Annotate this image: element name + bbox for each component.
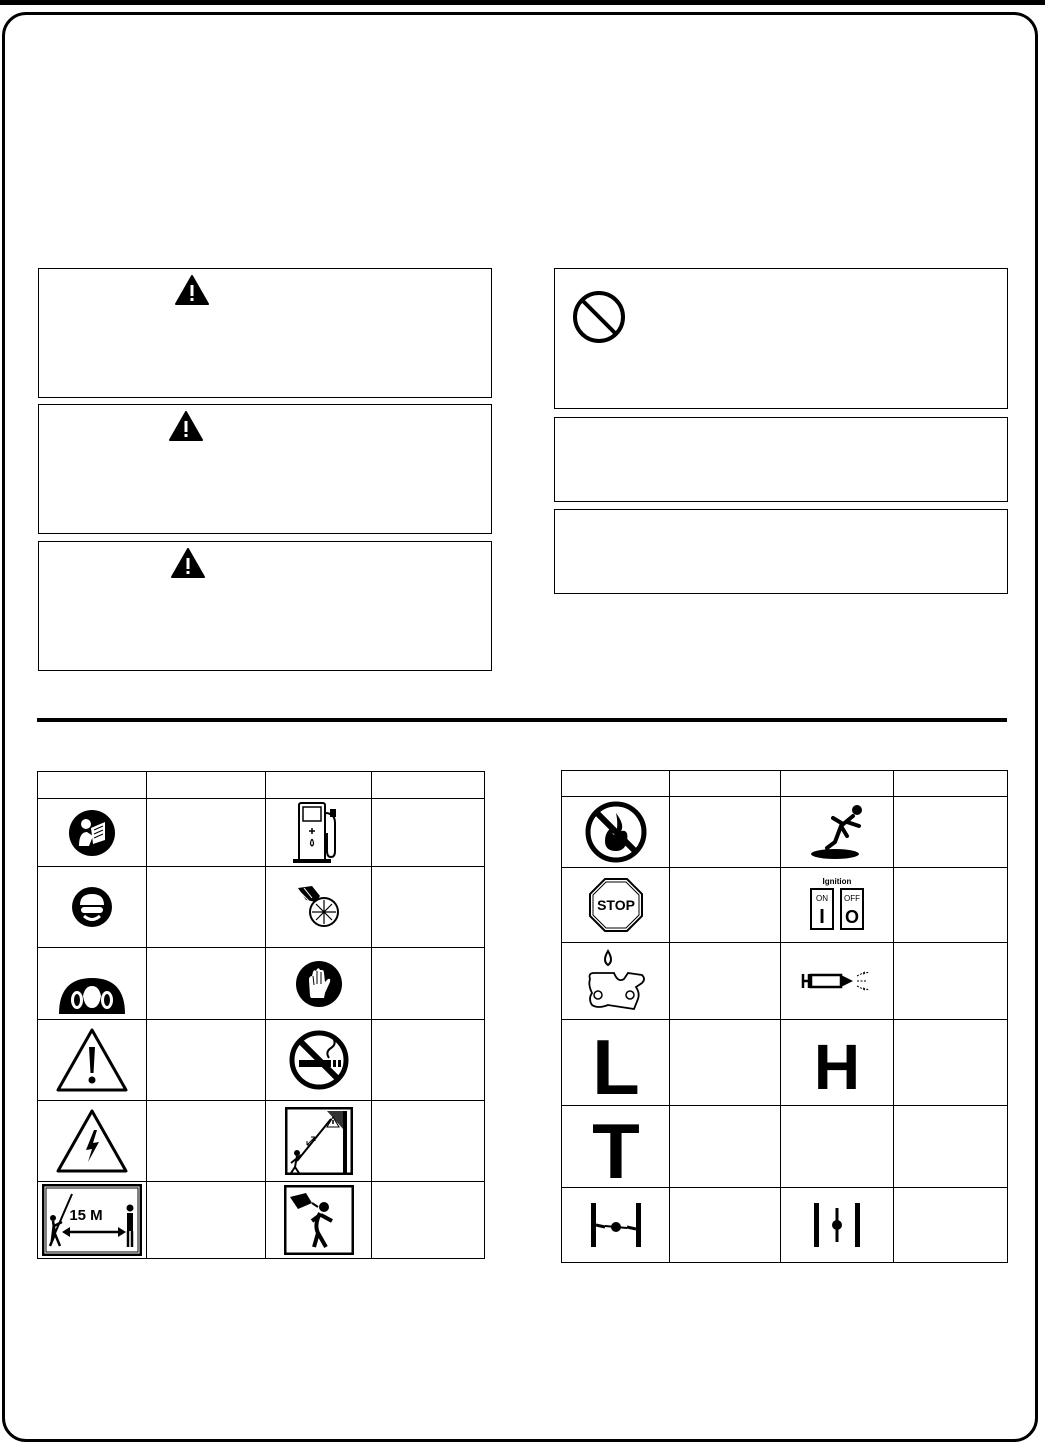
stop-sign-icon: [588, 877, 644, 933]
bystander-distance-icon: [42, 1184, 142, 1256]
table-row: [562, 1020, 1008, 1106]
off-symbol: O: [844, 907, 860, 927]
choke-closed-icon: [806, 1200, 868, 1250]
choke-open-icon: [585, 1200, 647, 1250]
table-row: [38, 867, 485, 948]
ignition-switch-icon: [805, 875, 869, 935]
table-row: [38, 1182, 485, 1259]
symbols-table-left: [37, 771, 485, 1259]
ear-protection-icon: [57, 974, 127, 1014]
warning-exclamation-icon: [56, 1027, 128, 1093]
stop-sign-text: STOP: [596, 897, 635, 913]
table-row: [38, 948, 485, 1020]
table-row: [562, 943, 1008, 1020]
primer-syringe-icon: [801, 966, 873, 996]
warning-box-1: [38, 268, 492, 398]
table-row: [38, 799, 485, 867]
read-manual-icon: [67, 808, 117, 858]
section-divider: [37, 718, 1007, 722]
letter-T: T: [591, 1111, 640, 1182]
idle-T-icon: [591, 1112, 641, 1182]
table-header-row: [38, 772, 485, 799]
table-row: [38, 1101, 485, 1182]
note-box-2: [554, 509, 1008, 594]
table-row: [562, 1106, 1008, 1188]
on-symbol: I: [819, 906, 825, 928]
no-smoking-icon: [289, 1030, 349, 1090]
on-label: ON: [816, 894, 828, 903]
chain-oil-icon: [584, 949, 648, 1013]
low-speed-L-icon: [591, 1028, 641, 1098]
hand-rotating-blade-icon: [294, 882, 344, 932]
warning-box-3: [38, 541, 492, 671]
symbols-table-right: [561, 770, 1008, 1263]
prohibition-box: [554, 268, 1008, 409]
table-row: [562, 868, 1008, 943]
letter-H: H: [813, 1032, 861, 1093]
table-row: [38, 1020, 485, 1101]
warning-triangle-icon: [175, 275, 209, 305]
top-border: [0, 0, 1045, 5]
table-row: [562, 797, 1008, 868]
fuel-pump-icon: [289, 801, 349, 865]
warning-box-2: [38, 404, 492, 534]
prohibition-circle-icon: [571, 289, 627, 345]
warning-triangle-icon: [171, 548, 205, 578]
no-open-flame-icon: [585, 801, 647, 863]
safety-helmet-goggles-icon: [71, 886, 113, 928]
note-box-1: [554, 417, 1008, 502]
thrown-object-icon: [284, 1185, 354, 1255]
warning-triangle-icon: [169, 411, 203, 441]
ignition-label: Ignition: [822, 877, 852, 886]
distance-label: 15 M: [69, 1207, 103, 1224]
slip-hazard-icon: [805, 802, 869, 862]
gloves-icon: [295, 960, 343, 1008]
high-speed-H-icon: [809, 1033, 865, 1093]
falling-debris-icon: [285, 1107, 353, 1175]
letter-L: L: [591, 1027, 640, 1098]
electrical-hazard-icon: [56, 1108, 128, 1174]
table-header-row: [562, 771, 1008, 797]
table-row: [562, 1188, 1008, 1263]
off-label: OFF: [844, 894, 860, 903]
